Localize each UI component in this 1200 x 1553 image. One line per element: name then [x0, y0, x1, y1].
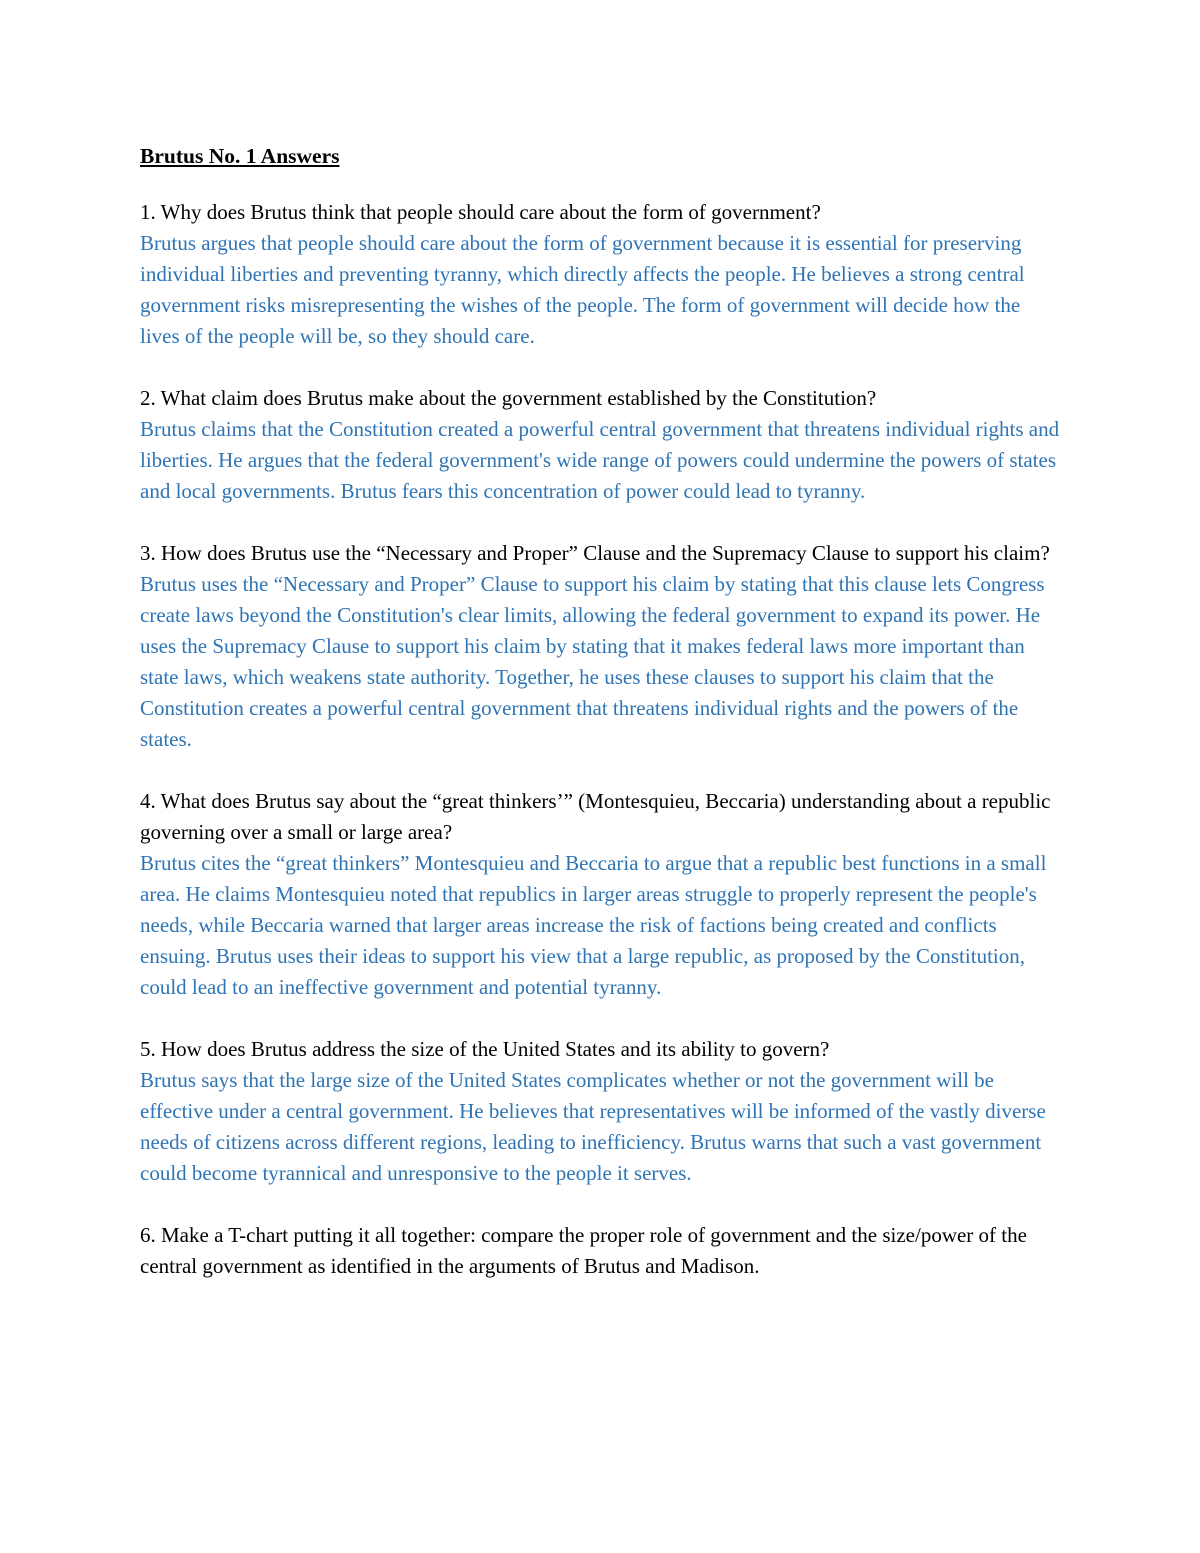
qa-block-3: [140, 538, 1065, 755]
question-text: 2. What claim does Brutus make about the government established by the Constitution?: [140, 386, 877, 410]
qa-block-4: [140, 786, 1065, 1003]
question-text: 1. Why does Brutus think that people should care about the form of government?: [140, 200, 821, 224]
question-text: 4. What does Brutus say about the “great thinkers’” (Montesquieu, Beccaria) understanding about a republic governing over a small or large area?: [140, 789, 1051, 844]
question-text: 6. Make a T-chart putting it all together: compare the proper role of government and the size/power of the central government as identified in the arguments of Brutus and Madison.: [140, 1223, 1027, 1278]
qa-block-5: [140, 1034, 1065, 1189]
document-title: Brutus No. 1 Answers: [140, 144, 340, 168]
question-text: 5. How does Brutus address the size of the United States and its ability to govern?: [140, 1037, 830, 1061]
question-text: 3. How does Brutus use the “Necessary and Proper” Clause and the Supremacy Clause to support his claim?: [140, 541, 1050, 565]
answer-text: Brutus claims that the Constitution created a powerful central government that threatens individual rights and liberties. He argues that the federal government's wide range of powers could undermine the powers of states and local governments. Brutus fears this concentration of power could lead to tyranny.: [140, 417, 1060, 503]
qa-block-2: [140, 383, 1065, 507]
document-body: [140, 141, 1065, 1313]
answer-text: Brutus uses the “Necessary and Proper” Clause to support his claim by stating that this clause lets Congress create laws beyond the Constitution's clear limits, allowing the federal government to expand its power. He uses the Supremacy Clause to support his claim by stating that it makes federal laws more important than state laws, which weakens state authority. Together, he uses these clauses to support his claim that the Constitution creates a powerful central government that threatens individual rights and the powers of the states.: [140, 572, 1045, 751]
answer-text: Brutus cites the “great thinkers” Montesquieu and Beccaria to argue that a republic best functions in a small area. He claims Montesquieu noted that republics in larger areas struggle to properly represent the people's needs, while Beccaria warned that larger areas increase the risk of factions being created and conflicts ensuing. Brutus uses their ideas to support his view that a large republic, as proposed by the Constitution, could lead to an ineffective government and potential tyranny.: [140, 851, 1047, 999]
answer-text: Brutus says that the large size of the United States complicates whether or not the government will be effective under a central government. He believes that representatives will be informed of the vastly diverse needs of citizens across different regions, leading to inefficiency. Brutus warns that such a vast government could become tyrannical and unresponsive to the people it serves.: [140, 1068, 1046, 1185]
qa-block-1: [140, 197, 1065, 352]
qa-block-6: [140, 1220, 1065, 1282]
answer-text: Brutus argues that people should care about the form of government because it is essential for preserving individual liberties and preventing tyranny, which directly affects the people. He believes a strong central government risks misrepresenting the wishes of the people. The form of government will decide how the lives of the people will be, so they should care.: [140, 231, 1025, 348]
